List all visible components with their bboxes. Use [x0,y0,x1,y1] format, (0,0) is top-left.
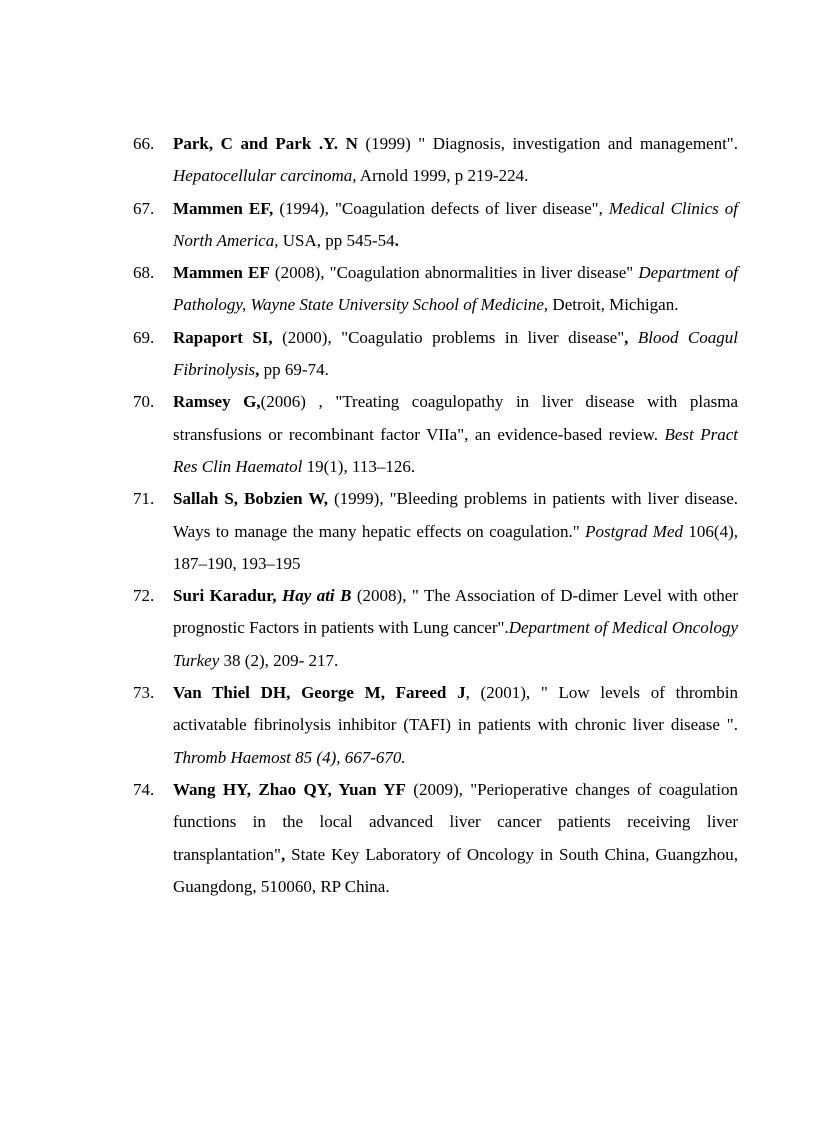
reference-source: Best Pract Res Clin Haematol [173,424,738,476]
reference-number: 73. [133,683,155,703]
reference-authors: Sallah S, Bobzien W, [173,489,329,509]
reference-source: Hepatocellular carcinoma, [173,166,357,186]
reference-text: (1999) " Diagnosis, investigation and management". [357,134,738,153]
reference-text: 19(1), 113–126. [302,456,416,476]
reference-number: 74. [133,779,155,799]
reference-item [0,774,816,903]
reference-number: 67. [133,198,155,218]
reference-authors: Rapaport SI, [173,327,273,347]
reference-authors: , [624,327,629,347]
reference-text: (2008), " The Association of D-dimer Level with other prognostic Factors in patients with Lung cancer". [173,586,739,638]
reference-item [0,483,816,580]
reference-authors: Wang HY, Zhao QY, Yuan YF [173,779,406,799]
reference-authors: , [280,844,286,864]
reference-source: Postgrad Med [585,521,684,541]
reference-text: , USA, pp 545-54 [274,230,395,250]
reference-source: Blood Coagul Fibrinolysis [173,327,738,380]
reference-authors: Mammen EF, [173,198,274,218]
reference-text: (2008), "Coagulation abnormalities in liver disease" [269,263,639,283]
reference-number: 70. [133,392,155,412]
reference-source: Department of Medical Oncology Turkey [173,618,738,670]
reference-source: Department of Pathology, Wayne State University School of Medicine, [173,263,738,315]
reference-item [0,322,816,387]
reference-item [0,257,816,322]
reference-text: (2009), "Perioperative changes of coagulation functions in the local advanced liver cancer patients receiving liver transplantation" [173,779,739,864]
reference-text: , (2001), " Low levels of thrombin activatable fibrinolysis inhibitor (TAFI) in patients with chronic liver disease ". [173,683,738,735]
reference-number: 72. [133,586,155,606]
reference-text: pp 69-74. [259,360,329,380]
reference-authors: Mammen EF [173,263,270,283]
reference-authors: Ramsey G, [173,392,261,412]
reference-source: Thromb Haemost 85 (4), 667-670. [173,747,406,767]
reference-number: 66. [133,134,155,153]
reference-authors: Van Thiel DH, George M, Fareed J [173,683,466,703]
reference-item [0,580,816,677]
reference-authors: . [394,230,399,250]
reference-text: Detroit, Michigan. [548,295,679,315]
reference-text: (2006) , "Treating coagulopathy in liver disease with plasma stransfusions or recombinant factor VIIa", an evidence-based review. [173,392,739,444]
reference-item [0,128,816,193]
reference-authors: , [255,360,260,380]
reference-number: 68. [133,263,155,283]
reference-number: 69. [133,327,155,347]
reference-text: State Key Laboratory of Oncology in South China, Guangzhou, Guangdong, 510060, RP China. [173,844,738,896]
reference-text [628,328,637,347]
reference-text: Arnold 1999, p 219-224. [356,166,529,186]
reference-source: Medical Clinics of North America [173,198,739,250]
reference-text: (2000), "Coagulatio problems in liver disease" [272,327,625,347]
reference-text: 38 (2), 209- 217. [219,650,339,670]
reference-list [0,128,816,903]
reference-authors: Suri Karadur, [173,586,277,606]
reference-text: 106(4), 187–190, 193–195 [173,521,738,573]
reference-item [0,193,816,258]
reference-authors: Park, C and Park .Y. N [173,134,358,153]
reference-item [0,386,816,483]
reference-text: (1994), "Coagulation defects of liver disease", [273,198,609,218]
reference-text: (1999), "Bleeding problems in patients with liver disease. Ways to manage the many hepatic effects on coagulation." [173,489,738,541]
reference-item [0,677,816,774]
reference-author-emphasis: Hay ati B [282,586,352,606]
reference-number: 71. [133,489,155,509]
